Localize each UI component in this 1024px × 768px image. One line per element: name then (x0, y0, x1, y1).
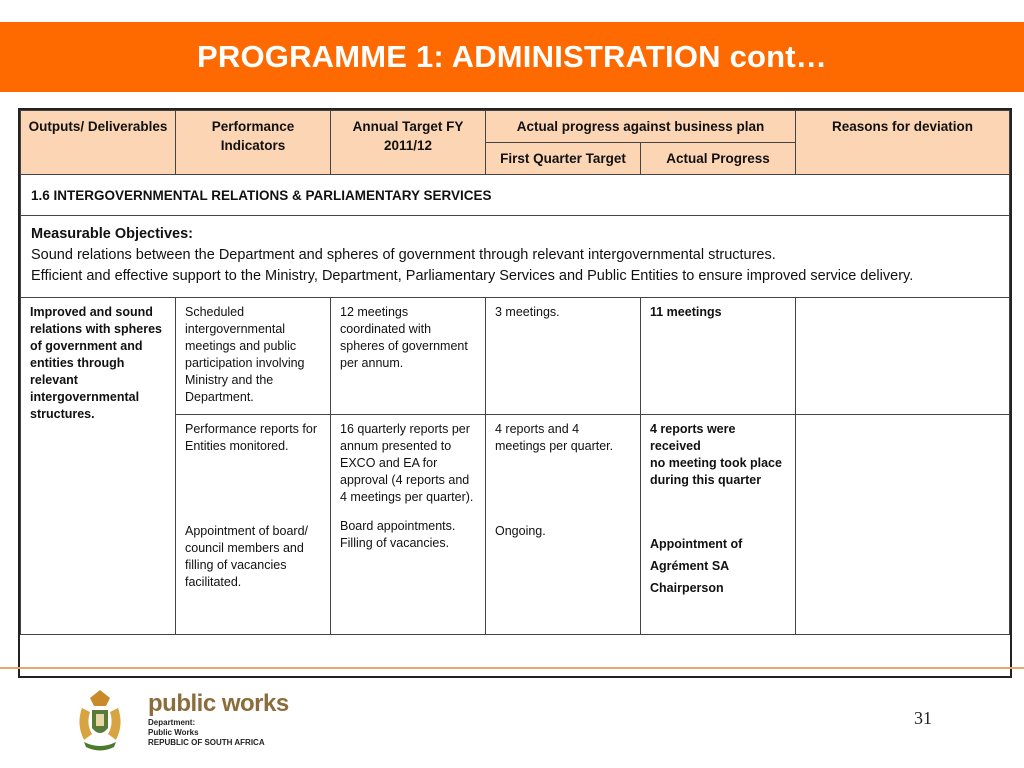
first-quarter-cell: 3 meetings. (486, 298, 641, 415)
first-quarter-text: Ongoing. (495, 524, 546, 538)
target-cell (331, 415, 486, 635)
first-quarter-cell (486, 415, 641, 635)
objectives-cell (21, 216, 1010, 298)
public-works-logo (70, 684, 330, 754)
reason-cell (796, 415, 1010, 635)
col-header-outputs: Outputs/ Deliverables (21, 111, 176, 175)
footer-divider (0, 667, 1024, 669)
brand-line: Department: (148, 718, 196, 727)
target-cell: 12 meetings coordinated with spheres of government per annum. (331, 298, 486, 415)
actual-cell (641, 415, 796, 635)
page-title: PROGRAMME 1: ADMINISTRATION cont… (196, 39, 828, 74)
col-header-progress: Actual progress against business plan (486, 111, 796, 143)
col-header-reasons: Reasons for deviation (796, 111, 1010, 175)
col-header-first-quarter: First Quarter Target (486, 143, 641, 175)
first-quarter-text: 4 reports and 4 meetings per quarter. (495, 422, 614, 453)
brand-name: public works (148, 690, 289, 717)
output-cell: Improved and sound relations with spheres of government and entities through relevant intergovernmental structures. (21, 298, 176, 635)
target-text: Board appointments. Filling of vacancies. (340, 519, 456, 550)
actual-text: Appointment of (650, 537, 743, 551)
actual-text: no meeting took place during this quarter (650, 456, 782, 487)
header-row (21, 111, 1010, 143)
section-title: 1.6 INTERGOVERNMENTAL RELATIONS & PARLIAMENTARY SERVICES (21, 175, 1010, 216)
actual-text: Chairperson (650, 581, 724, 595)
programme-table (20, 110, 1010, 635)
col-header-target: Annual Target FY 2011/12 (331, 111, 486, 175)
objective-item: Sound relations between the Department and spheres of government through relevant intergovernmental structures. (31, 247, 776, 263)
actual-text: Agrément SA (650, 559, 730, 573)
page-number: 31 (914, 708, 932, 728)
indicator-cell: Scheduled intergovernmental meetings and public participation involving Ministry and the Department. (176, 298, 331, 415)
reason-cell (796, 298, 1010, 415)
actual-cell: 11 meetings (641, 298, 796, 415)
brand-line: Public Works (148, 728, 199, 737)
brand-line: REPUBLIC OF SOUTH AFRICA (148, 738, 265, 747)
title-bar (0, 22, 1024, 92)
col-header-actual: Actual Progress (641, 143, 796, 175)
brand-block (148, 690, 289, 748)
indicator-cell (176, 415, 331, 635)
objective-item: Efficient and effective support to the Ministry, Department, Parliamentary Services and Public Entities to ensure improved service delivery. (31, 268, 914, 284)
indicator-text: Performance reports for Entities monitored. (185, 422, 317, 453)
objectives-row (21, 216, 1010, 298)
objectives-label: Measurable Objectives: (31, 226, 193, 242)
target-text: 16 quarterly reports per annum presented to EXCO and EA for approval (4 reports and 4 meetings per quarter). (340, 422, 474, 504)
actual-text: 4 reports were received (650, 422, 736, 453)
col-header-indicators: Performance Indicators (176, 111, 331, 175)
table-row (21, 298, 1010, 415)
section-row (21, 175, 1010, 216)
content-frame (18, 108, 1012, 678)
coat-of-arms-icon (70, 684, 130, 754)
indicator-text: Appointment of board/ council members and filling of vacancies facilitated. (185, 524, 308, 589)
